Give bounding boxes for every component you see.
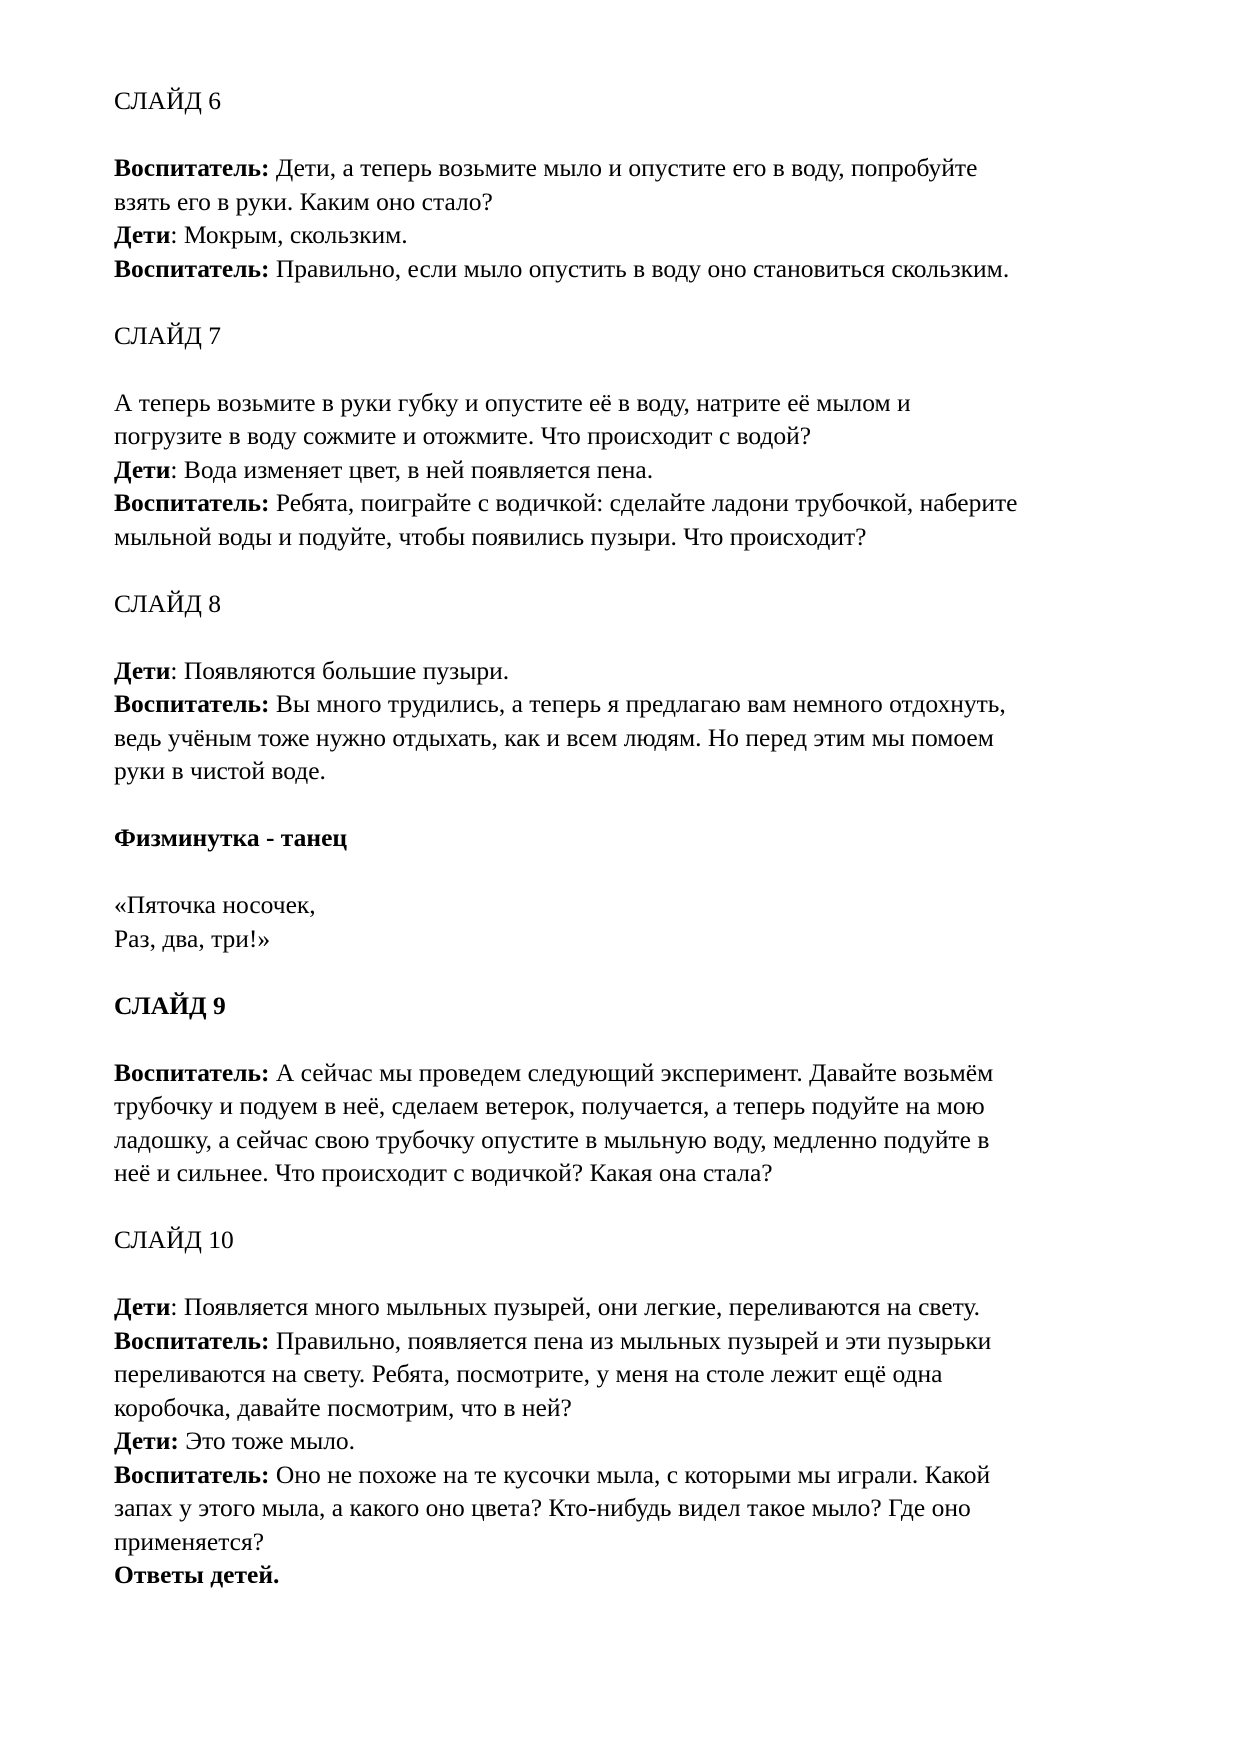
speaker-label: Дети <box>114 220 171 249</box>
dialogue-line: запах у этого мыла, а какого оно цвета? Кто-нибудь видел такое мыло? Где оно <box>114 1493 971 1522</box>
slide-7-dialogue <box>114 386 1154 554</box>
dialogue-line <box>114 654 1154 688</box>
dialogue-line <box>114 218 1154 252</box>
dialogue-text: Ребята, поиграйте с водичкой: сделайте ладони трубочкой, наберите <box>269 488 1018 517</box>
speaker-label: Воспитатель: <box>114 689 270 718</box>
slide-6-heading: СЛАЙД 6 <box>114 86 222 115</box>
slide-10-heading: СЛАЙД 10 <box>114 1225 234 1254</box>
speaker-label: Дети <box>114 655 171 685</box>
speaker-label: Дети: <box>114 1426 179 1455</box>
dialogue-line <box>114 151 1154 185</box>
speaker-label: Воспитатель: <box>114 488 270 517</box>
slide-9-heading-block <box>114 989 1154 1023</box>
document-page <box>114 84 1154 1625</box>
children-answers-line: Ответы детей. <box>114 1560 280 1589</box>
dialogue-line <box>114 1424 1154 1458</box>
dialogue-text: Правильно, появляется пена из мыльных пузырей и эти пузырьки <box>269 1325 992 1355</box>
speaker-label: Воспитатель: <box>114 153 270 182</box>
dialogue-line: руки в чистой воде. <box>114 756 326 785</box>
slide-7-heading: СЛАЙД 7 <box>114 320 222 350</box>
dialogue-text: А сейчас мы проведем следующий эксперимент. Давайте возьмём <box>269 1057 994 1087</box>
dialogue-line: применяется? <box>114 1526 265 1556</box>
dialogue-line <box>114 687 1154 721</box>
dialogue-text: Правильно, если мыло опустить в воду оно становиться скользким. <box>269 253 1010 283</box>
dialogue-line: коробочка, давайте посмотрим, что в ней? <box>114 1392 572 1422</box>
dialogue-line: переливаются на свету. Ребята, посмотрите, у меня на столе лежит ещё одна <box>114 1359 943 1388</box>
dialogue-line <box>114 1324 1154 1358</box>
dialogue-line <box>114 1056 1154 1090</box>
dialogue-text: Вы много трудились, а теперь я предлагаю вам немного отдохнуть, <box>269 689 1006 718</box>
dialogue-line: ладошку, а сейчас свою трубочку опустите в мыльную воду, медленно подуйте в <box>114 1124 990 1154</box>
fizminutka-heading-block <box>114 821 1154 855</box>
dialogue-line: ведь учёным тоже нужно отдыхать, как и всем людям. Но перед этим мы помоем <box>114 722 994 752</box>
slide-9-heading: СЛАЙД 9 <box>114 990 226 1020</box>
slide-9-dialogue <box>114 1056 1154 1190</box>
speaker-label: Дети <box>114 1292 171 1321</box>
speaker-label: Дети <box>114 454 171 484</box>
slide-8-heading: СЛАЙД 8 <box>114 588 222 618</box>
verse-line: Раз, два, три!» <box>114 923 271 953</box>
dialogue-text: Оно не похоже на те кусочки мыла, с которыми мы играли. Какой <box>269 1459 991 1489</box>
dialogue-line: мыльной воды и подуйте, чтобы появились пузыри. Что происходит? <box>114 521 867 551</box>
dialogue-line: А теперь возьмите в руки губку и опустите её в воду, натрите её мылом и <box>114 387 911 417</box>
dialogue-text: Дети, а теперь возьмите мыло и опустите его в воду, попробуйте <box>269 153 978 182</box>
dialogue-line: неё и сильнее. Что происходит с водичкой? Какая она стала? <box>114 1158 773 1187</box>
slide-8-dialogue <box>114 654 1154 788</box>
speaker-label: Воспитатель: <box>114 1057 270 1087</box>
slide-6-heading-block <box>114 84 1154 118</box>
dialogue-line <box>114 453 1154 487</box>
dialogue-text: : Появляется много мыльных пузырей, они легкие, переливаются на свету. <box>170 1292 980 1321</box>
fizminutka-verse <box>114 888 1154 955</box>
dialogue-text: : Вода изменяет цвет, в ней появляется пена. <box>170 454 654 484</box>
dialogue-line <box>114 1290 1154 1324</box>
verse-line: «Пяточка носочек, <box>114 890 316 919</box>
dialogue-text: : Появляются большие пузыри. <box>170 655 510 685</box>
speaker-label: Воспитатель: <box>114 1325 270 1355</box>
speaker-label: Воспитатель: <box>114 253 270 283</box>
slide-8-heading-block <box>114 587 1154 621</box>
dialogue-line: трубочку и подуем в неё, сделаем ветерок, получается, а теперь подуйте на мою <box>114 1091 985 1120</box>
dialogue-text: Это тоже мыло. <box>178 1426 356 1455</box>
dialogue-text: : Мокрым, скользким. <box>170 220 408 249</box>
dialogue-line: взять его в руки. Каким оно стало? <box>114 186 493 216</box>
slide-10-heading-block <box>114 1223 1154 1257</box>
slide-6-dialogue <box>114 151 1154 285</box>
dialogue-line <box>114 486 1154 520</box>
dialogue-line: погрузите в воду сожмите и отожмите. Что происходит с водой? <box>114 421 812 450</box>
slide-10-dialogue <box>114 1290 1154 1592</box>
fizminutka-heading: Физминутка - танец <box>114 823 348 852</box>
dialogue-line <box>114 1458 1154 1492</box>
dialogue-line <box>114 252 1154 286</box>
speaker-label: Воспитатель: <box>114 1459 270 1489</box>
slide-7-heading-block <box>114 319 1154 353</box>
